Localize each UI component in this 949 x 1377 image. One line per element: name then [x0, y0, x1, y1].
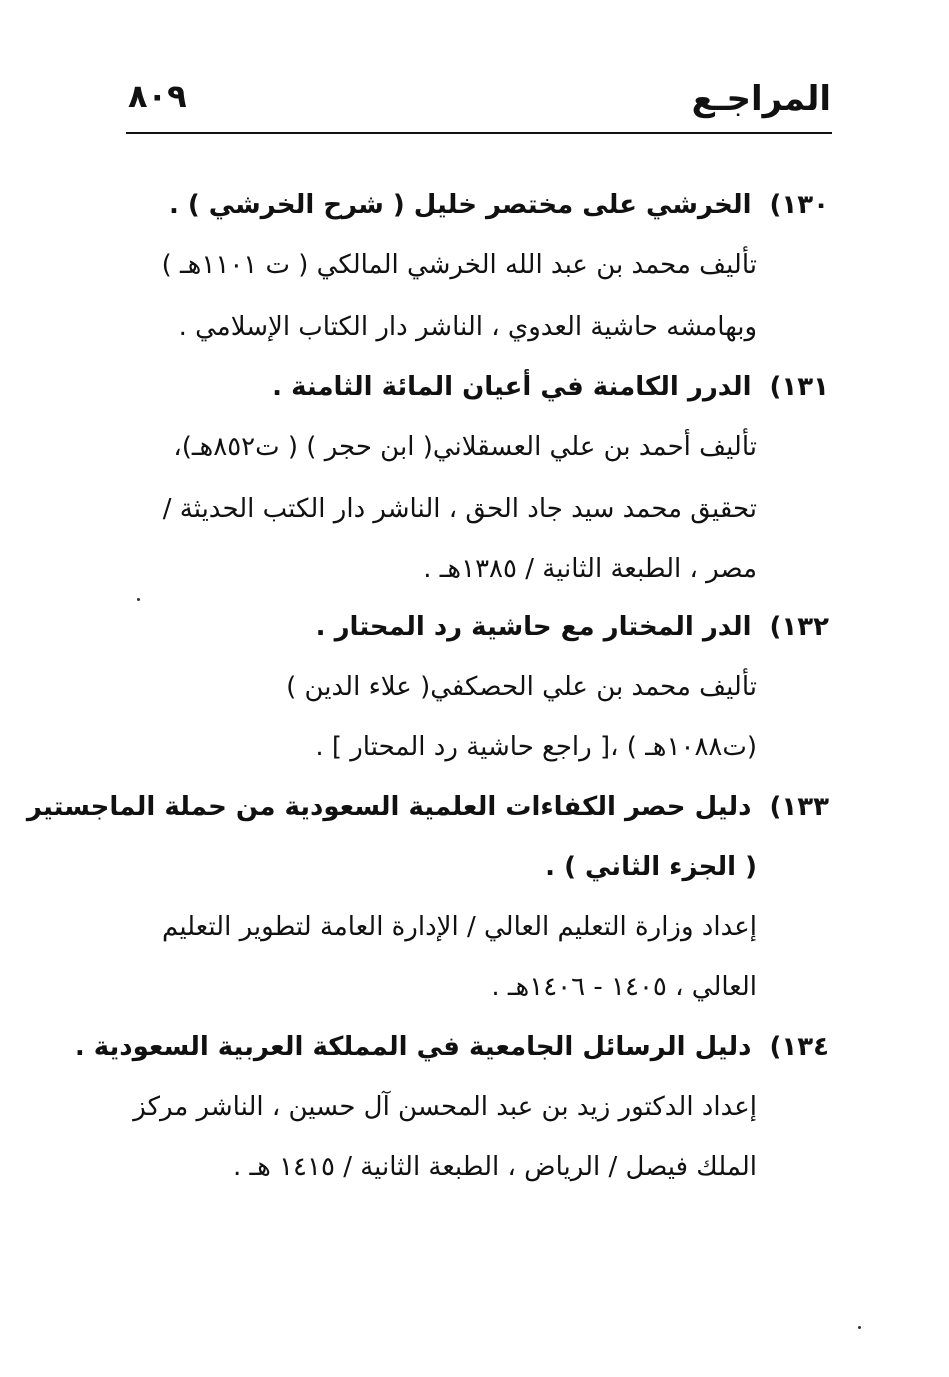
- entry-line: تحقيق محمد سيد جاد الحق ، الناشر دار الكتب الحديثة /: [162, 494, 757, 524]
- entry-heading: [169, 190, 829, 221]
- entry-line: إعداد الدكتور زيد بن عبد المحسن آل حسين ، الناشر مركز: [133, 1092, 757, 1122]
- entry-number: ١٣٢): [769, 612, 829, 642]
- entry-number: ١٣١): [769, 372, 829, 402]
- entry-line: تأليف محمد بن علي الحصكفي( علاء الدين ): [286, 672, 757, 702]
- scan-speck: [858, 1326, 861, 1329]
- entry-line: العالي ، ١٤٠٥ - ١٤٠٦هـ .: [491, 972, 757, 1002]
- entry-number: ١٣٤): [769, 1032, 829, 1062]
- entry-line: (ت١٠٨٨هـ ) ،[ راجع حاشية رد المحتار ] .: [315, 732, 757, 762]
- entry-title-continuation: ( الجزء الثاني ) .: [545, 852, 757, 882]
- entry-line: تأليف أحمد بن علي العسقلاني( ابن حجر ) ( ت٨٥٢هـ)،: [173, 432, 757, 462]
- entry-line: مصر ، الطبعة الثانية / ١٣٨٥هـ .: [423, 554, 757, 584]
- entry-line: إعداد وزارة التعليم العالي / الإدارة العامة لتطوير التعليم: [162, 912, 757, 942]
- entry-number: ١٣٠): [769, 190, 829, 220]
- entry-heading: [316, 612, 829, 643]
- header-divider: [126, 132, 832, 134]
- entry-heading: [27, 792, 829, 823]
- entry-number: ١٣٣): [769, 792, 829, 822]
- entry-title: دليل الرسائل الجامعية في المملكة العربية السعودية .: [74, 1032, 752, 1062]
- entry-title: الدر المختار مع حاشية رد المحتار .: [315, 612, 752, 642]
- page-number: ٨٠٩: [128, 77, 187, 115]
- entry-heading: [75, 1032, 829, 1063]
- entry-title: الدرر الكامنة في أعيان المائة الثامنة .: [272, 372, 752, 402]
- header-title: المراجـع: [691, 79, 831, 119]
- scan-speck: [137, 598, 140, 601]
- entry-title: دليل حصر الكفاءات العلمية السعودية من حملة الماجستير: [26, 792, 752, 822]
- entry-heading: [272, 372, 829, 403]
- entry-title: الخرشي على مختصر خليل ( شرح الخرشي ) .: [168, 190, 752, 220]
- entry-line: وبهامشه حاشية العدوي ، الناشر دار الكتاب الإسلامي .: [178, 312, 757, 342]
- entry-line: الملك فيصل / الرياض ، الطبعة الثانية / ١٤١٥ هـ .: [232, 1152, 757, 1182]
- entry-line: تأليف محمد بن عبد الله الخرشي المالكي ( ت ١١٠١هـ ): [161, 250, 757, 280]
